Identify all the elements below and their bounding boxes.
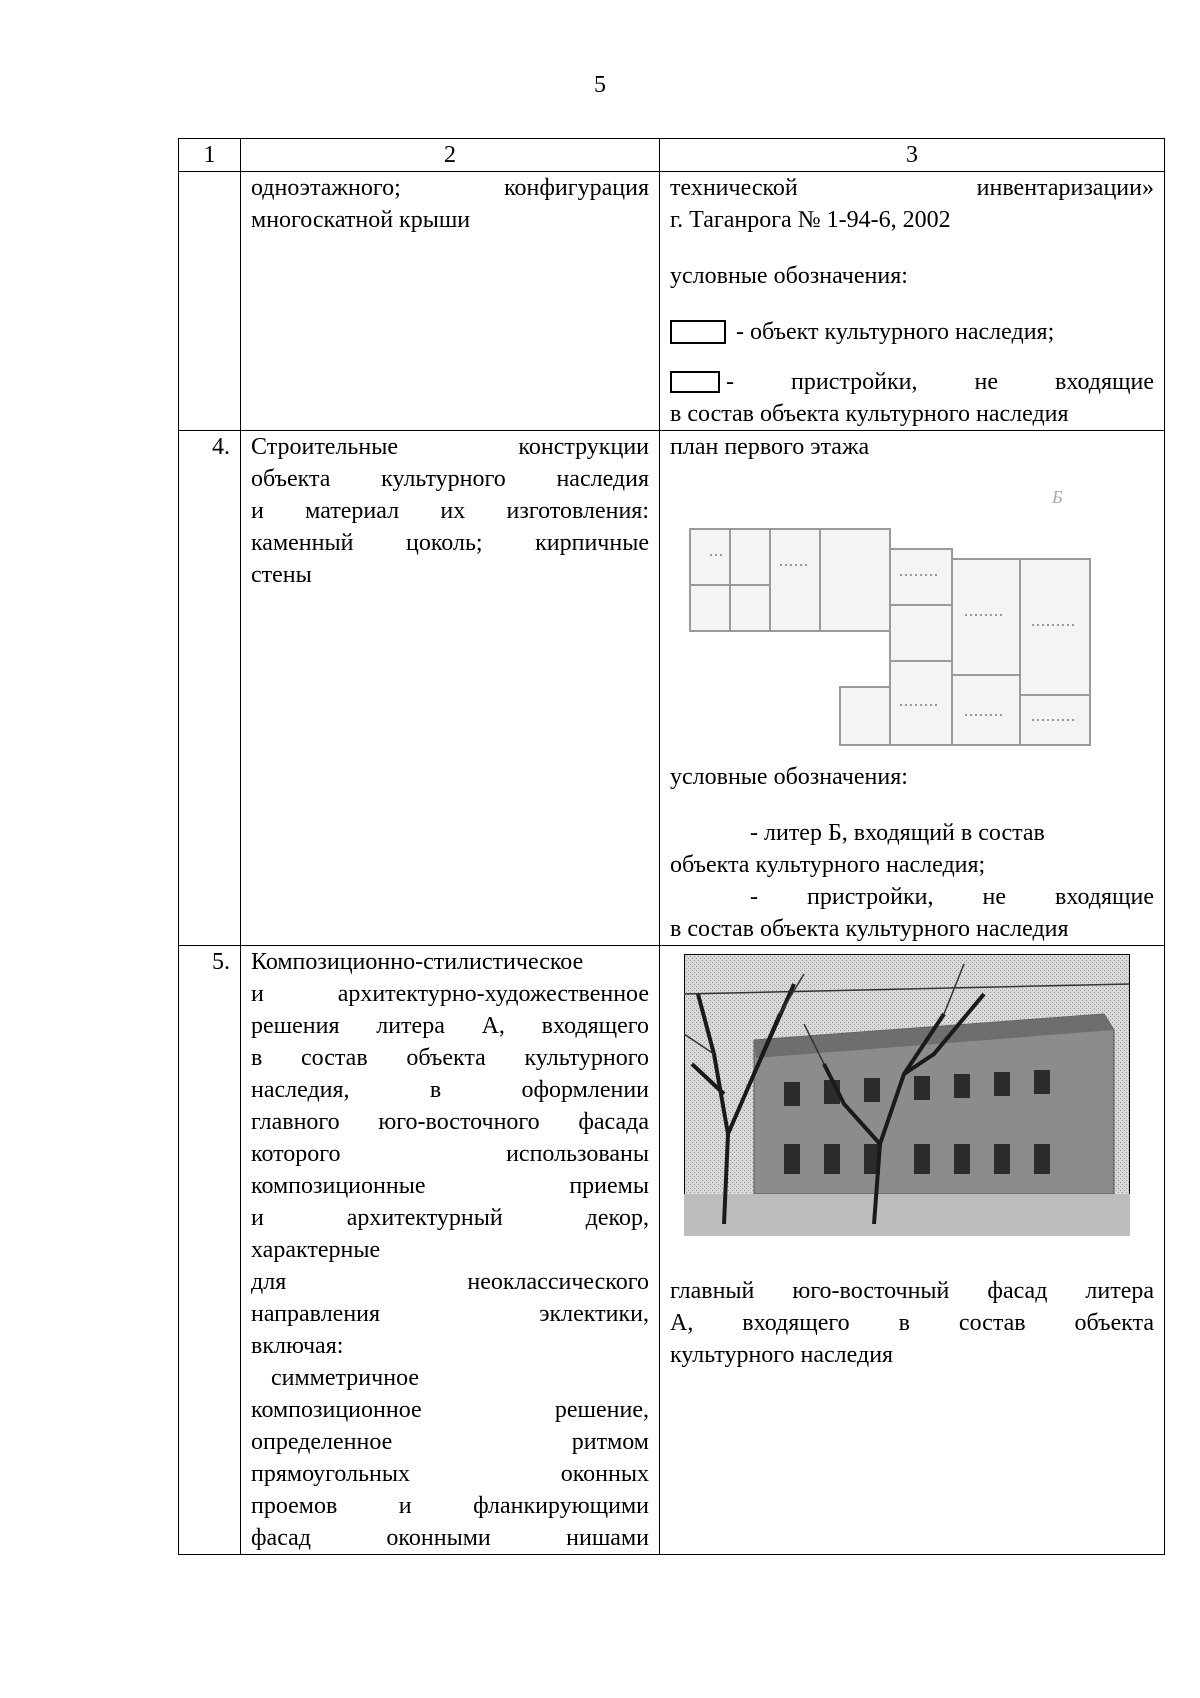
illustration-cell <box>660 946 1165 1555</box>
text-line: Строительные конструкции <box>251 434 649 460</box>
table-row-continued <box>179 172 1165 431</box>
table-row-5 <box>179 946 1165 1555</box>
text-line: для неоклассического <box>251 1269 649 1295</box>
text-line: в состав объекта культурного наследия <box>670 916 1069 942</box>
photo-caption-line: А, входящего в состав объекта <box>670 1310 1154 1336</box>
photo-caption-line: главный юго-восточный фасад литера <box>670 1278 1154 1304</box>
text-line: Композиционно-стилистическое <box>251 949 584 975</box>
text-line: решения литера А, входящего <box>251 1013 649 1039</box>
heritage-table <box>178 138 1165 1555</box>
text-line: которого использованы <box>251 1141 649 1167</box>
floor-plan-drawing <box>670 465 1154 761</box>
text-line: включая: <box>251 1333 344 1359</box>
legend-label: - объект культурного наследия; <box>736 319 1055 345</box>
photo-caption-line: культурного наследия <box>670 1342 894 1368</box>
legend-box-icon <box>670 320 726 344</box>
text-line: многоскатной крыши <box>251 207 471 233</box>
facade-photo-image <box>684 954 1130 1236</box>
legend-item-heritage <box>670 316 1154 348</box>
text-line: композиционное решение, <box>251 1397 649 1423</box>
description-cell <box>241 431 660 946</box>
legend-label: - пристройки, не входящие <box>750 884 1154 910</box>
facade-photo <box>684 954 1154 1245</box>
legend-label: - пристройки, не входящие <box>726 369 1154 395</box>
text-line: симметричное <box>271 1365 420 1391</box>
text-line: прямоугольных оконных <box>251 1461 649 1487</box>
header-col-3: 3 <box>660 139 1165 172</box>
text-line: и архитектурный декор, <box>251 1205 649 1231</box>
description-cell <box>241 172 660 431</box>
plan-title: план первого этажа <box>670 434 870 460</box>
table-header-row <box>179 139 1165 172</box>
text-line: стены <box>251 562 312 588</box>
legend-box-icon <box>670 371 720 393</box>
legend-item-annex <box>670 366 1154 398</box>
plan-letter-mark: Б <box>1052 487 1063 507</box>
text-line: в состав объекта культурного наследия <box>670 401 1069 427</box>
row-number: 4. <box>179 431 241 946</box>
row-number-cell <box>179 172 241 431</box>
text-line: наследия, в оформлении <box>251 1077 649 1103</box>
text-line: каменный цоколь; кирпичные <box>251 530 649 556</box>
description-cell <box>241 946 660 1555</box>
text-line: одноэтажного; конфигурация <box>251 175 649 201</box>
legend-label: - литер Б, входящий в состав <box>750 820 1045 846</box>
text-line: объекта культурного наследия; <box>670 852 986 878</box>
text-line: фасад оконными нишами <box>251 1525 649 1551</box>
header-col-2: 2 <box>241 139 660 172</box>
illustration-cell <box>660 431 1165 946</box>
text-line: и материал их изготовления: <box>251 498 649 524</box>
floor-plan-image <box>670 465 1154 761</box>
text-line: определенное ритмом <box>251 1429 649 1455</box>
text-line: характерные <box>251 1237 381 1263</box>
text-line: в состав объекта культурного <box>251 1045 649 1071</box>
text-line: технической инвентаризации» <box>670 175 1154 201</box>
text-line: главного юго-восточного фасада <box>251 1109 649 1135</box>
page-number: 5 <box>594 72 606 98</box>
header-col-1: 1 <box>179 139 241 172</box>
text-line: проемов и фланкирующими <box>251 1493 649 1519</box>
legend-title: условные обозначения: <box>670 764 908 790</box>
legend-title: условные обозначения: <box>670 263 908 289</box>
illustration-cell <box>660 172 1165 431</box>
text-line: г. Таганрога № 1-94-6, 2002 <box>670 207 951 233</box>
table-row-4 <box>179 431 1165 946</box>
text-line: объекта культурного наследия <box>251 466 649 492</box>
row-number: 5. <box>179 946 241 1555</box>
text-line: композиционные приемы <box>251 1173 649 1199</box>
text-line: направления эклектики, <box>251 1301 649 1327</box>
text-line: и архитектурно-художественное <box>251 981 649 1007</box>
